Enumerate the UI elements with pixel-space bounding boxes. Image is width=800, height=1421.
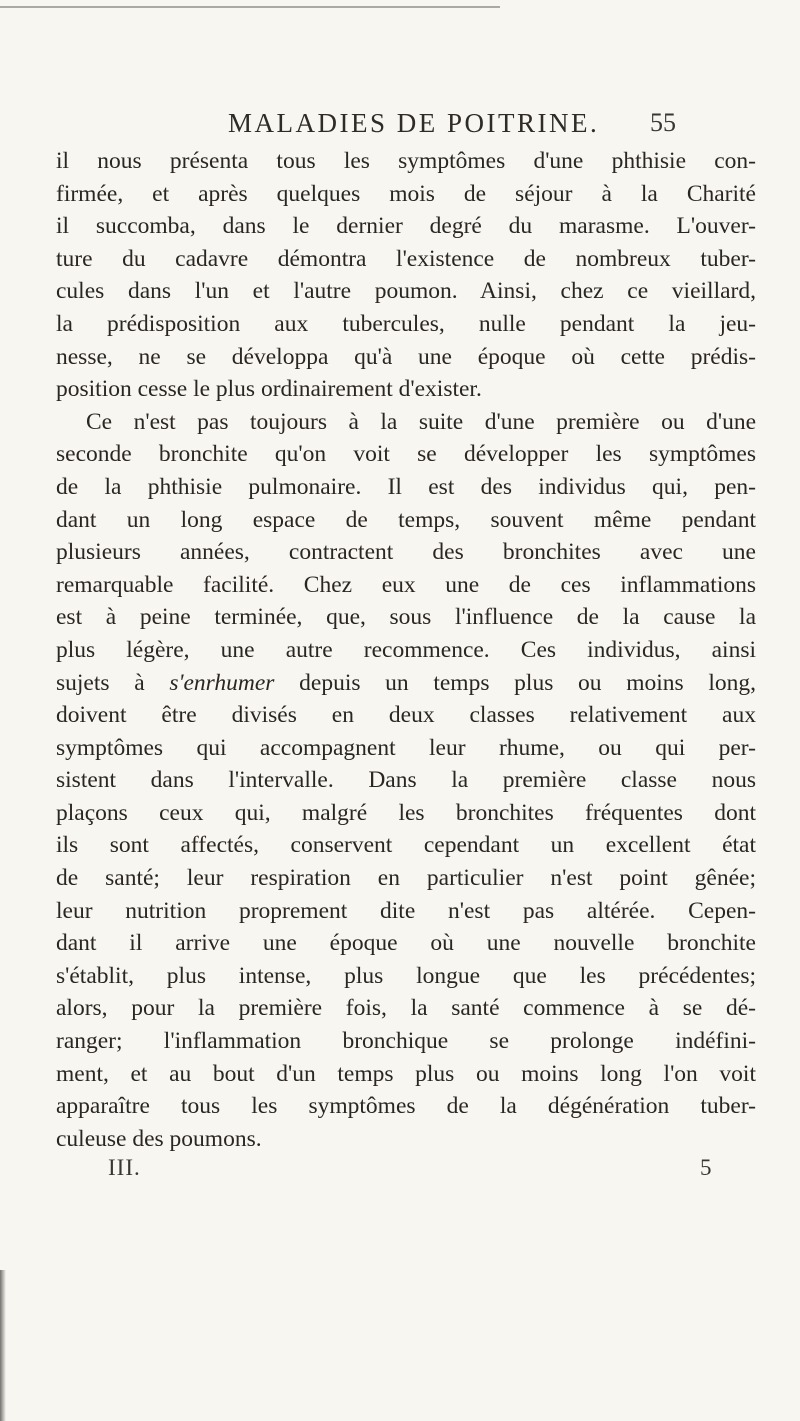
text-line: de la phthisie pulmonaire. Il est des individus qui, pen- (56, 473, 756, 500)
text-line: plusieurs années, contractent des bronchites avec une (56, 539, 756, 566)
signature-number: 5 (700, 1155, 712, 1180)
text-segment: sujets à (56, 669, 170, 696)
text-line: ranger; l'inflammation bronchique se prolonge indéfini- (56, 1028, 756, 1055)
text-line: la prédisposition aux tubercules, nulle pendant la jeu- (56, 310, 756, 337)
text-line: s'établit, plus intense, plus longue que les précédentes; (56, 962, 756, 989)
text-line: de santé; leur respiration en particulier n'est point gênée; (56, 865, 756, 892)
text-line: ture du cadavre démontra l'existence de nombreux tuber- (56, 245, 756, 272)
text-line: dant il arrive une époque où une nouvelle bronchite (56, 930, 756, 957)
page-number: 55 (650, 108, 676, 137)
italic-word: s'enrhumer (169, 669, 275, 696)
text-line: plaçons ceux qui, malgré les bronchites fréquentes dont (56, 799, 756, 826)
text-line: plus légère, une autre recommence. Ces individus, ainsi (56, 636, 756, 663)
page-edge-shadow (0, 1270, 6, 1421)
text-line: symptômes qui accompagnent leur rhume, ou qui per- (56, 734, 756, 761)
text-line: seconde bronchite qu'on voit se développer les symptômes (56, 441, 756, 468)
text-line: doivent être divisés en deux classes relativement aux (56, 702, 756, 729)
text-line: ils sont affectés, conservent cependant un excellent état (56, 832, 756, 859)
text-line: nesse, ne se développa qu'à une époque où cette prédis- (56, 343, 756, 370)
text-line: ment, et au bout d'un temps plus ou moins long l'on voit (56, 1060, 756, 1087)
signature-mark: III. (108, 1155, 141, 1180)
text-line: cules dans l'un et l'autre poumon. Ainsi, chez ce vieillard, (56, 278, 756, 305)
text-line-with-italic (56, 667, 756, 700)
text-line: position cesse le plus ordinairement d'exister. (56, 376, 482, 403)
text-line: firmée, et après quelques mois de séjour à la Charité (56, 180, 756, 207)
text-line: il succomba, dans le dernier degré du marasme. L'ouver- (56, 213, 756, 240)
text-line: sistent dans l'intervalle. Dans la première classe nous (56, 767, 756, 794)
top-edge-rule (0, 6, 500, 8)
text-line: il nous présenta tous les symptômes d'une phthisie con- (56, 148, 756, 174)
text-line: culeuse des poumons. (56, 1125, 262, 1152)
text-line: est à peine terminée, que, sous l'influence de la cause la (56, 604, 756, 631)
text-line: apparaître tous les symptômes de la dégénération tuber- (56, 1093, 756, 1120)
body-text (56, 145, 756, 1155)
text-line: remarquable facilité. Chez eux une de ces inflammations (56, 571, 756, 598)
text-line: leur nutrition proprement dite n'est pas altérée. Cepen- (56, 897, 756, 924)
text-segment: depuis un temps plus ou moins long, (274, 669, 756, 696)
text-line: alors, pour la première fois, la santé commence à se dé- (56, 995, 756, 1022)
running-title: MALADIES DE POITRINE. (228, 108, 600, 138)
text-line: dant un long espace de temps, souvent même pendant (56, 506, 756, 533)
text-line: Ce n'est pas toujours à la suite d'une première ou d'une (86, 408, 756, 435)
